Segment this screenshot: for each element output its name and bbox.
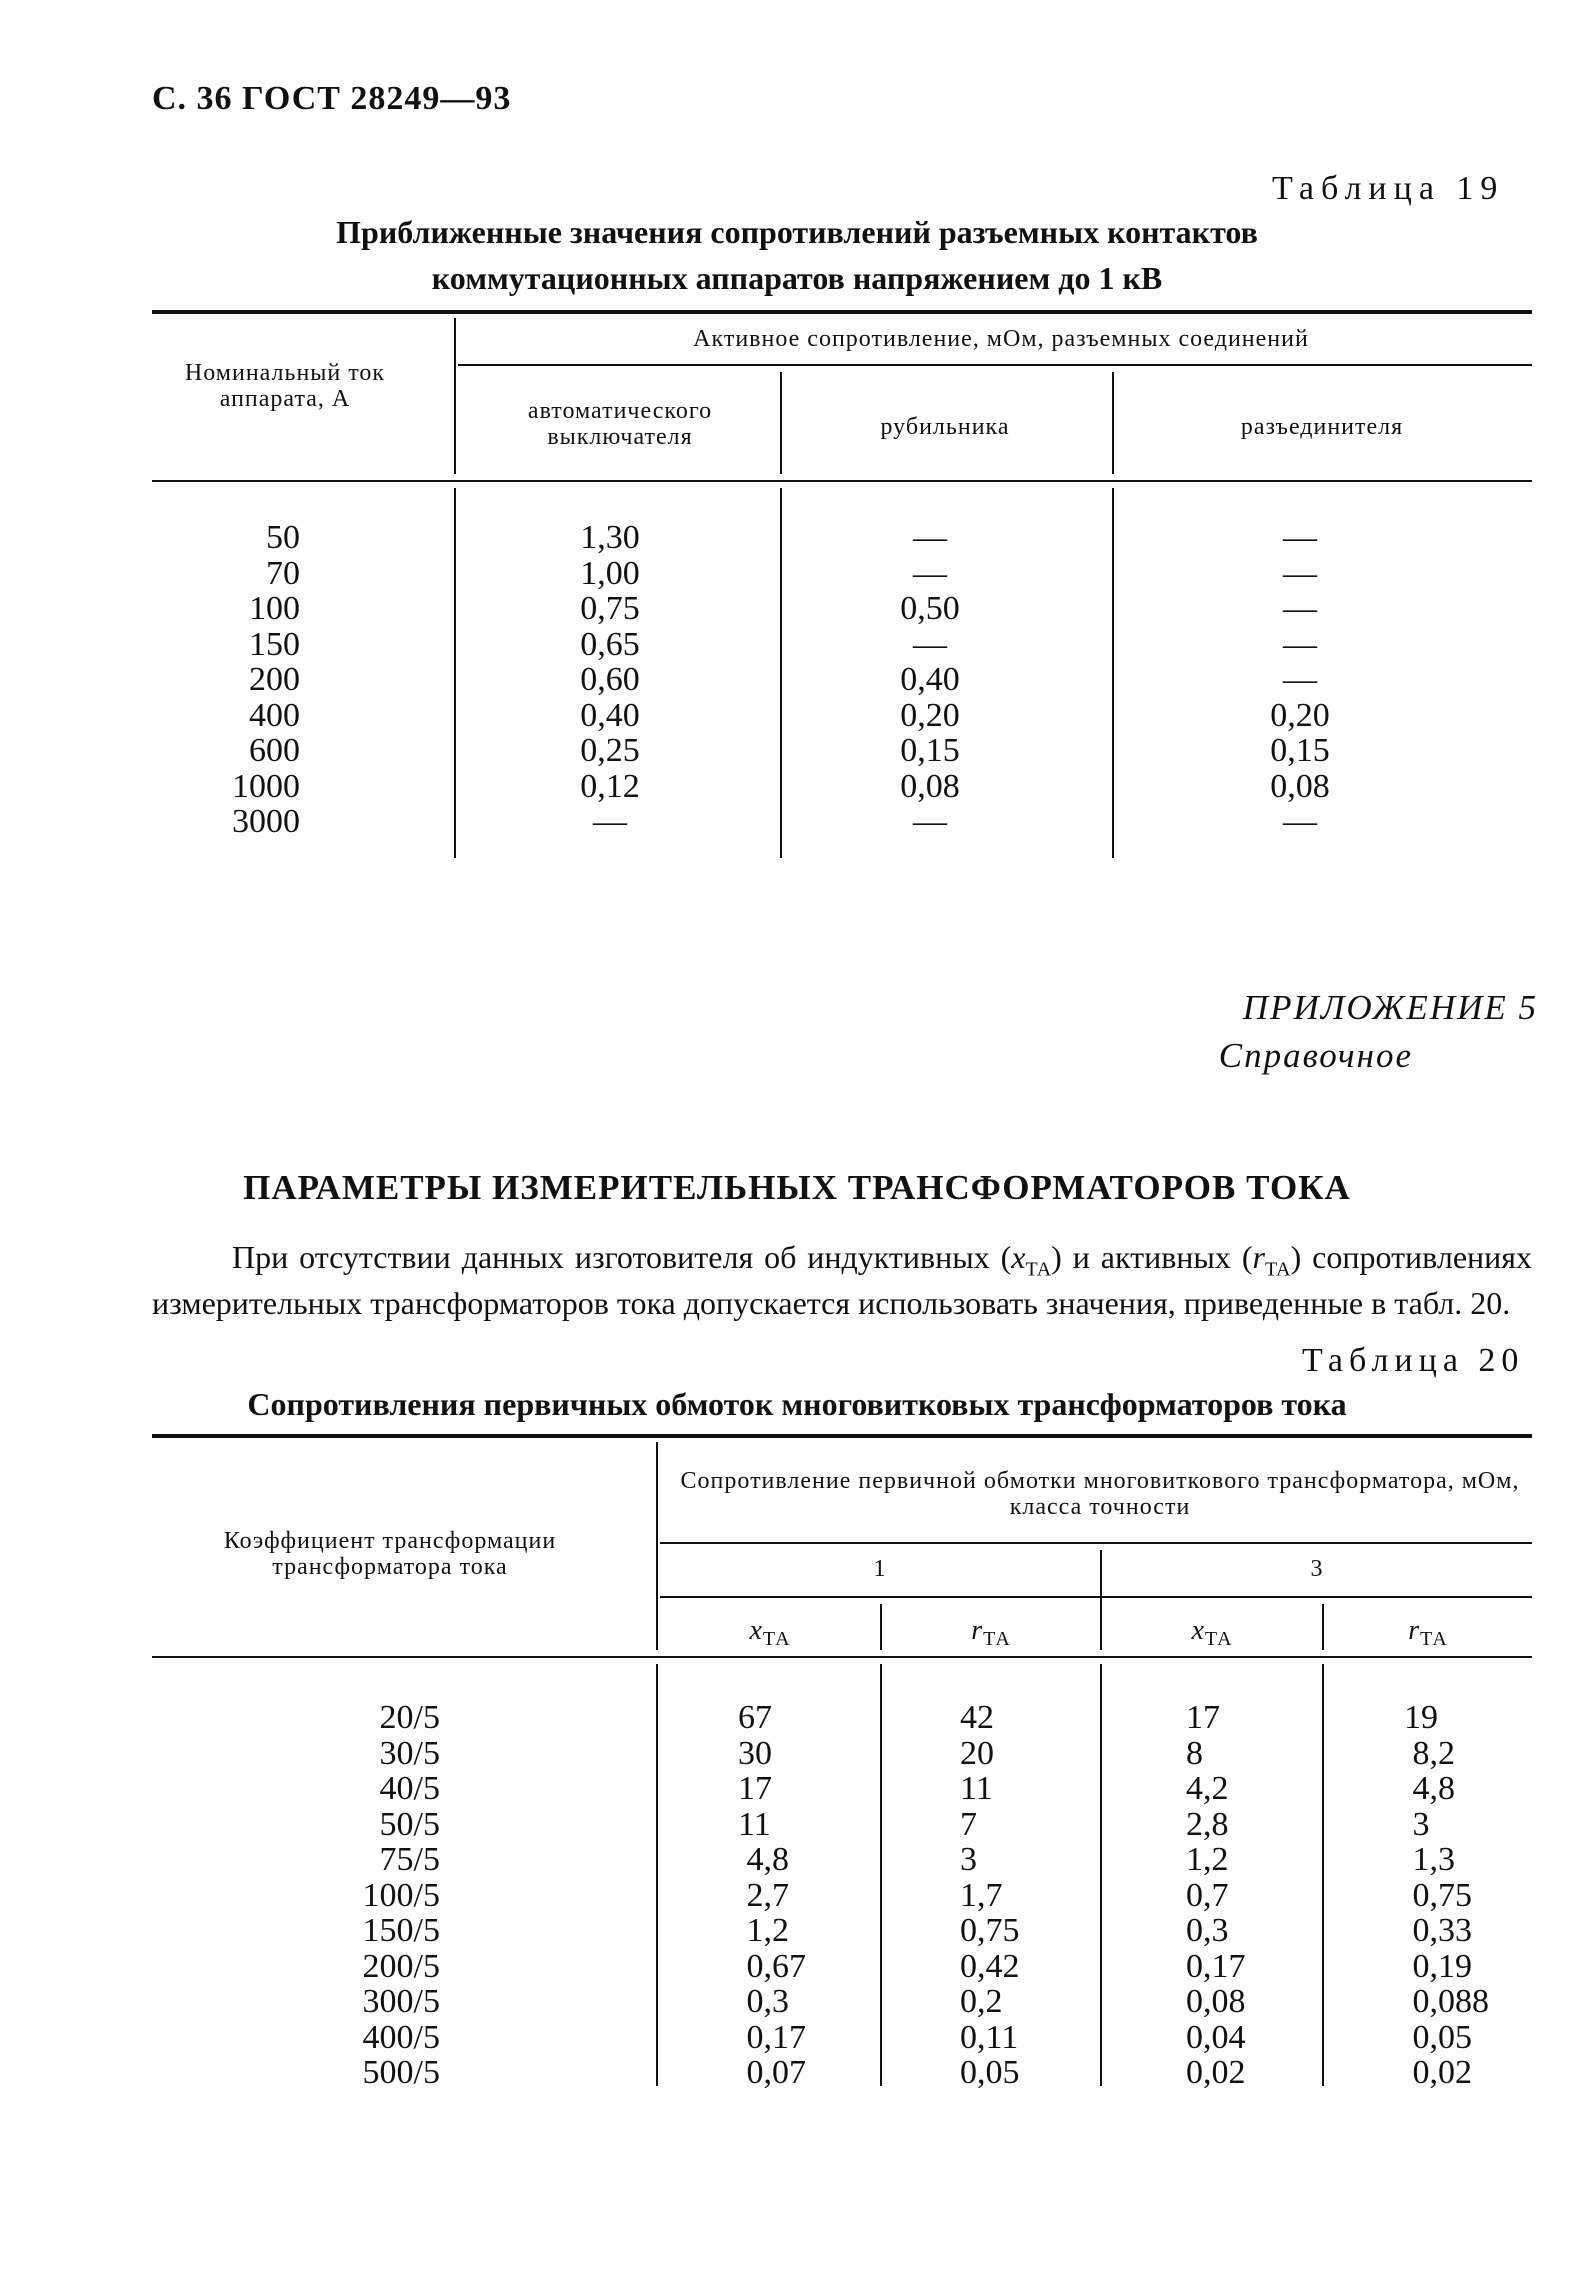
table20-col-x1: [738, 1700, 858, 2091]
table20-col-ratio: [330, 1700, 440, 2091]
table-cell: 17: [1186, 1699, 1220, 1736]
table20-label: Таблица 20: [1302, 1342, 1525, 1379]
table-cell: 0,40: [900, 661, 960, 698]
table-cell: 0,05: [1404, 2018, 1472, 2056]
table-cell: 19: [1404, 1699, 1438, 1736]
body-paragraph: [152, 1240, 1532, 1320]
table-cell: 3000: [232, 803, 300, 840]
table-cell: 0,05: [960, 2054, 1020, 2091]
table-cell: 0,20: [1270, 696, 1330, 734]
table-cell: 70: [266, 554, 300, 592]
paragraph-text: При отсутствии данных изготовителя об индуктивных (: [232, 1239, 1012, 1275]
table-cell: 8,2: [1404, 1734, 1455, 1772]
table-cell: 0,2: [960, 1983, 1003, 2020]
table19-title-line1: Приближенные значения сопротивлений разъемных контактов: [336, 214, 1258, 250]
table19-header-breaker: автоматического выключателя: [527, 398, 713, 450]
table20-title: Сопротивления первичных обмоток многовитковых трансформаторов тока: [247, 1386, 1347, 1422]
table20-header-ratio: Коэффициент трансформации трансформатора тока: [223, 1528, 557, 1580]
table-cell: 4,8: [1404, 1770, 1455, 1807]
appendix-title: ПРИЛОЖЕНИЕ 5: [1242, 988, 1538, 1027]
table-cell: 150: [249, 625, 300, 663]
table-cell: 0,3: [1186, 1912, 1229, 1949]
table-cell: 40/5: [379, 1770, 440, 1807]
table19-header-group: Активное сопротивление, мОм, разъемных соединений: [693, 326, 1309, 352]
table-cell: 200/5: [362, 1947, 440, 1985]
table-cell: —: [913, 803, 947, 840]
table-cell: 4,2: [1186, 1770, 1229, 1807]
table19-vrule: [780, 372, 782, 474]
table-cell: 0,33: [1404, 1912, 1472, 1949]
table19-top-rule: [152, 310, 1532, 314]
table-cell: 20: [960, 1734, 994, 1772]
table-cell: 500/5: [362, 2054, 440, 2091]
paragraph-text: ) и активных (: [1051, 1239, 1253, 1275]
table-cell: 1,00: [580, 554, 640, 592]
table-cell: 3: [960, 1841, 977, 1878]
table-cell: —: [1283, 803, 1317, 840]
table19-col-switch: [860, 520, 1000, 840]
table-cell: 150/5: [362, 1912, 440, 1949]
table19-header-disconnector: разъединителя: [1240, 414, 1404, 440]
table20-header-r1: [882, 1615, 1100, 1652]
table19-vrule: [1112, 488, 1114, 858]
table20-vrule: [880, 1664, 882, 2086]
table-cell: 17: [738, 1770, 772, 1807]
table-cell: 0,60: [580, 661, 640, 698]
table-cell: 4,8: [738, 1841, 789, 1878]
table19-title-line2: коммутационных аппаратов напряжением до 1 кВ: [431, 260, 1163, 296]
table19-col-breaker: [540, 520, 680, 840]
table-cell: 7: [960, 1805, 977, 1843]
table20-col-r3: [1404, 1700, 1532, 2091]
table-cell: 75/5: [379, 1841, 440, 1878]
paragraph-text: ) сопротивлениях измерительных трансформаторов тока допускается использовать значения, приведенные в табл. 20.: [152, 1239, 1533, 1322]
table-cell: 0,75: [1404, 1876, 1472, 1914]
table19-group-rule: [458, 364, 1532, 366]
table-cell: 1,7: [960, 1876, 1003, 1914]
table20-top-rule: [152, 1434, 1532, 1438]
table20-group-rule: [660, 1542, 1532, 1544]
x-symbol: x: [1011, 1239, 1026, 1275]
x-symbol: x: [749, 1615, 763, 1646]
table-cell: —: [913, 519, 947, 556]
table-cell: 3: [1404, 1805, 1430, 1843]
table-cell: 0,75: [960, 1912, 1020, 1949]
section-title: ПАРАМЕТРЫ ИЗМЕРИТЕЛЬНЫХ ТРАНСФОРМАТОРОВ ТОКА: [243, 1168, 1351, 1207]
table20-header-group: Сопротивление первичной обмотки многовиткового трансформатора, мОм, класса точности: [680, 1468, 1520, 1520]
table-cell: —: [1283, 554, 1317, 592]
table19-vrule: [1112, 372, 1114, 474]
table-cell: 0,17: [738, 2018, 806, 2056]
table-cell: 30/5: [379, 1734, 440, 1772]
table19-header-current: Номинальный ток аппарата, А: [184, 360, 386, 412]
table-cell: —: [1283, 661, 1317, 698]
table-cell: 200: [249, 661, 300, 698]
table20-header-r3: [1324, 1615, 1532, 1652]
table19-header-switch: рубильника: [880, 414, 1010, 440]
table-cell: 0,088: [1404, 1983, 1489, 2020]
table-cell: 0,02: [1404, 2054, 1472, 2091]
table-cell: —: [1283, 590, 1317, 627]
table-cell: 0,08: [1270, 767, 1330, 805]
table-cell: 0,42: [960, 1947, 1020, 1985]
table20-vrule: [1322, 1664, 1324, 2086]
subscript: ТА: [1204, 1627, 1233, 1650]
table-cell: —: [913, 554, 947, 592]
table20-vrule: [656, 1664, 658, 2086]
table-cell: 400/5: [362, 2018, 440, 2056]
table-cell: 1000: [232, 767, 300, 805]
table-cell: 600: [249, 732, 300, 769]
table-cell: 0,17: [1186, 1947, 1246, 1985]
table20-class-rule: [660, 1596, 1532, 1598]
table-cell: 0,15: [1270, 732, 1330, 769]
table-cell: —: [913, 625, 947, 663]
table20-header-x3: [1102, 1615, 1322, 1652]
table-cell: —: [1283, 519, 1317, 556]
table20-vrule: [656, 1442, 658, 1650]
table-cell: 0,02: [1186, 2054, 1246, 2091]
subscript: ТА: [1420, 1627, 1448, 1650]
table-cell: 50/5: [379, 1805, 440, 1843]
r-symbol: r: [1408, 1615, 1421, 1646]
table19-vrule: [780, 488, 782, 858]
table19-col-disconnector: [1230, 520, 1370, 840]
table-cell: 0,15: [900, 732, 960, 769]
table19-label: Таблица 19: [1272, 170, 1505, 207]
appendix-subtitle: Справочное: [1218, 1036, 1413, 1075]
table-cell: 0,67: [738, 1947, 806, 1985]
table-cell: 100/5: [362, 1876, 440, 1914]
table-cell: —: [593, 803, 627, 840]
r-symbol: r: [971, 1615, 984, 1646]
table-cell: 0,08: [900, 767, 960, 805]
table20-header-class3: 3: [1310, 1556, 1324, 1582]
table19-col-current: [190, 520, 300, 840]
table20-vrule: [1100, 1664, 1102, 2086]
table-cell: 100: [249, 590, 300, 627]
table-cell: 0,50: [900, 590, 960, 627]
table-cell: 11: [960, 1770, 993, 1807]
running-header: С. 36 ГОСТ 28249—93: [152, 80, 512, 117]
table20-header-rule: [152, 1656, 1532, 1658]
table-cell: 1,3: [1404, 1841, 1455, 1878]
table-cell: 2,7: [738, 1876, 789, 1914]
table-cell: 400: [249, 696, 300, 734]
subscript: ТА: [1264, 1258, 1291, 1281]
table-cell: 0,75: [580, 590, 640, 627]
table-cell: 0,25: [580, 732, 640, 769]
table19-header-rule: [152, 480, 1532, 482]
table-cell: 8: [1186, 1734, 1203, 1772]
table-cell: 300/5: [362, 1983, 440, 2020]
table-cell: 67: [738, 1699, 772, 1736]
x-symbol: x: [1191, 1615, 1205, 1646]
table-cell: 0,7: [1186, 1876, 1229, 1914]
table-cell: —: [1283, 625, 1317, 663]
table19-vrule: [454, 318, 456, 474]
table-cell: 30: [738, 1734, 772, 1772]
table-cell: 0,40: [580, 696, 640, 734]
table-cell: 0,65: [580, 625, 640, 663]
table20-col-r1: [960, 1700, 1080, 2091]
table20-header-class1: 1: [873, 1556, 887, 1582]
table-cell: 1,2: [1186, 1841, 1229, 1878]
table-cell: 0,04: [1186, 2018, 1246, 2056]
table19-vrule: [454, 488, 456, 858]
table-cell: 0,19: [1404, 1947, 1472, 1985]
subscript: ТА: [1025, 1258, 1052, 1281]
r-symbol: r: [1252, 1239, 1265, 1275]
table-cell: 1,2: [738, 1912, 789, 1949]
subscript: ТА: [762, 1627, 791, 1650]
table-cell: 0,12: [580, 767, 640, 805]
table-cell: 20/5: [379, 1699, 440, 1736]
table-cell: 0,3: [738, 1983, 789, 2020]
table-cell: 0,20: [900, 696, 960, 734]
table-cell: 0,08: [1186, 1983, 1246, 2020]
table-cell: 2,8: [1186, 1805, 1229, 1843]
table20-col-x3: [1186, 1700, 1306, 2091]
table-cell: 50: [266, 519, 300, 556]
table-cell: 11: [738, 1805, 771, 1843]
table-cell: 1,30: [580, 519, 640, 556]
table20-header-x1: [660, 1615, 880, 1652]
subscript: ТА: [983, 1627, 1011, 1650]
table-cell: 0,11: [960, 2018, 1019, 2056]
table-cell: 0,07: [738, 2054, 806, 2091]
table-cell: 42: [960, 1699, 994, 1736]
